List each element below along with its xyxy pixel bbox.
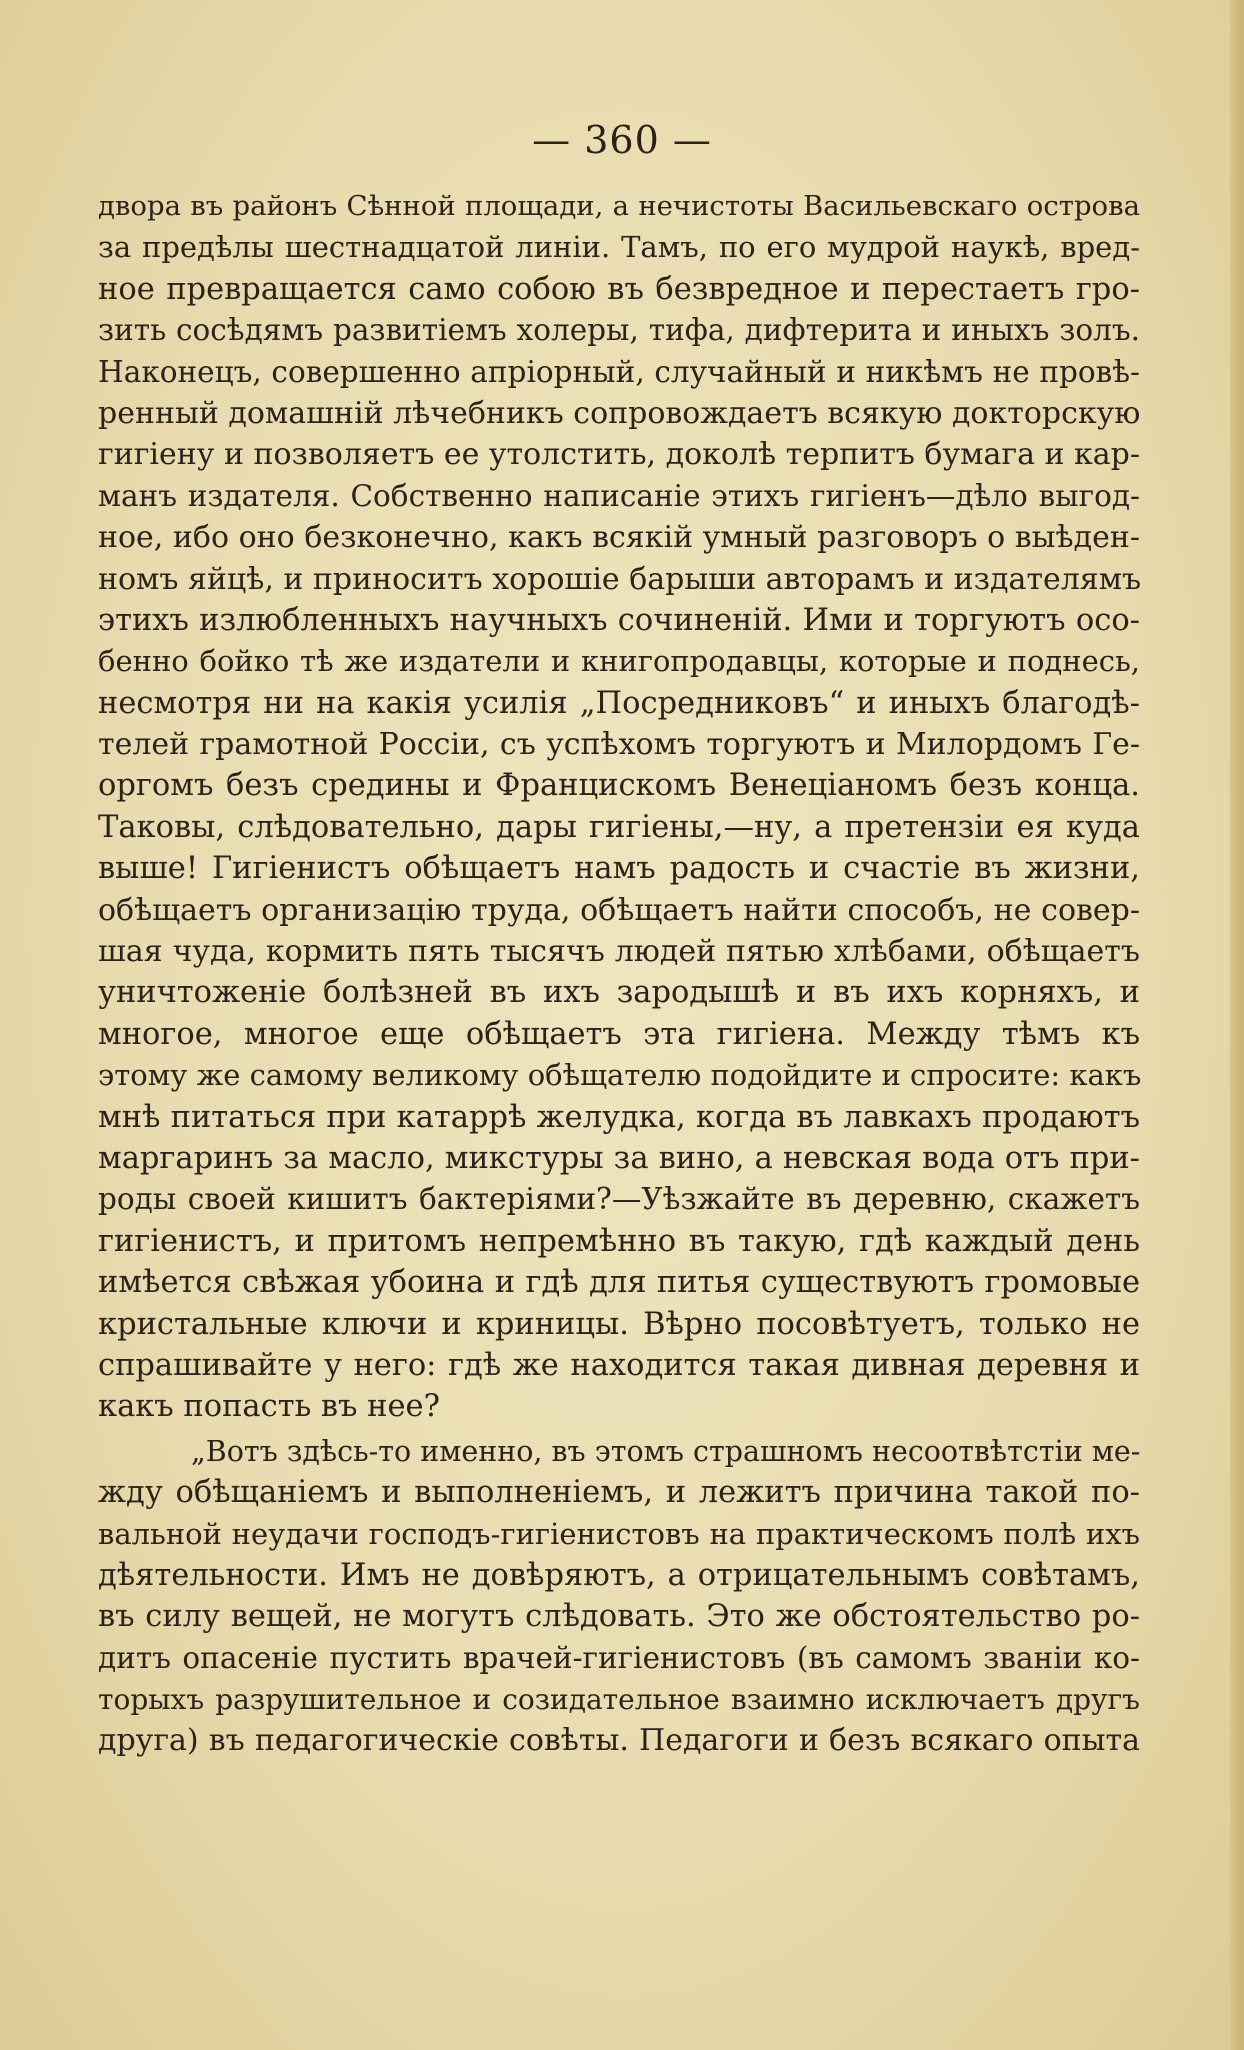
text-line: многое, многое еще обѣщаетъ эта гигіена. Между тѣмъ къ xyxy=(98,1016,1140,1052)
text-line: телей грамотной Россіи, съ успѣхомъ торгуютъ и Милордомъ Ге- xyxy=(98,727,1140,763)
text-line: друга) въ педагогическіе совѣты. Педагоги и безъ всякаго опыта xyxy=(98,1723,1140,1759)
text-line: „Вотъ здѣсь-то именно, въ этомъ страшномъ несоотвѣтстіи ме- xyxy=(191,1434,1141,1468)
text-line: вальной неудачи господъ-гигіенистовъ на практическомъ полѣ ихъ xyxy=(98,1516,1140,1551)
text-line: бенно бойко тѣ же издатели и книгопродавцы, которые и поднесь, xyxy=(98,644,1140,679)
text-line: спрашивайте у него: гдѣ же находится такая дивная деревня и xyxy=(98,1347,1140,1383)
text-line: Таковы, слѣдовательно, дары гигіены,—ну, а претензіи ея куда xyxy=(98,809,1140,845)
text-line: этихъ излюбленныхъ научныхъ сочиненій. Ими и торгуютъ осо- xyxy=(98,602,1140,638)
text-line: въ силу вещей, не могутъ слѣдовать. Это же обстоятельство ро- xyxy=(98,1599,1140,1635)
page-number: — 360 — xyxy=(532,118,712,162)
text-line: обѣщаетъ организацію труда, обѣщаетъ найти способъ, не совер- xyxy=(98,892,1140,928)
text-line: роды своей кишитъ бактеріями?—Уѣзжайте въ деревню, скажетъ xyxy=(98,1182,1140,1217)
text-line: мнѣ питаться при катаррѣ желудка, когда въ лавкахъ продаютъ xyxy=(98,1099,1140,1135)
text-line: уничтоженіе болѣзней въ ихъ зародышѣ и въ ихъ корняхъ, и xyxy=(98,975,1140,1011)
text-line: какъ попасть въ нее? xyxy=(98,1389,440,1425)
text-line: дитъ опасеніе пустить врачей-гигіенистовъ (въ самомъ званіи ко- xyxy=(98,1640,1140,1675)
text-line: дѣятельности. Имъ не довѣряютъ, а отрицательнымъ совѣтамъ, xyxy=(98,1557,1140,1593)
text-line: ное, ибо оно безконечно, какъ всякій умный разговоръ о выѣден- xyxy=(98,520,1140,556)
text-line: ное превращается само собою въ безвредное и перестаетъ гро- xyxy=(98,271,1140,307)
text-line: шая чуда, кормить пять тысячъ людей пятью хлѣбами, обѣщаетъ xyxy=(98,934,1140,970)
text-line: выше! Гигіенистъ обѣщаетъ намъ радость и счастіе въ жизни, xyxy=(98,851,1140,887)
text-line: ренный домашній лѣчебникъ сопровождаетъ всякую докторскую xyxy=(98,395,1141,431)
text-line: манъ издателя. Собственно написаніе этихъ гигіенъ—дѣло выгод- xyxy=(98,478,1140,513)
body-text xyxy=(98,186,1140,1762)
text-line: гигіену и позволяетъ ее утолстить, доколѣ терпитъ бумага и кар- xyxy=(98,437,1141,473)
text-line: Наконецъ, совершенно апріорный, случайный и никѣмъ не провѣ- xyxy=(98,354,1140,389)
text-line: оргомъ безъ средины и Францискомъ Венеціаномъ безъ конца. xyxy=(98,768,1140,804)
text-line: несмотря ни на какія усилія „Посредниковъ“ и иныхъ благодѣ- xyxy=(98,685,1140,721)
text-line: торыхъ разрушительное и созидательное взаимно исключаетъ другъ xyxy=(98,1683,1140,1717)
text-line: двора въ районъ Сѣнной площади, а нечистоты Васильевскаго острова xyxy=(98,190,1140,222)
text-line: номъ яйцѣ, и приноситъ хорошіе барыши авторамъ и издателямъ xyxy=(98,561,1142,597)
text-line: имѣется свѣжая убоина и гдѣ для питья существуютъ громовые xyxy=(98,1265,1140,1301)
page-edge xyxy=(1230,0,1244,2050)
text-line: кристальные ключи и криницы. Вѣрно посовѣтуетъ, только не xyxy=(98,1306,1140,1342)
text-line: жду обѣщаніемъ и выполненіемъ, и лежитъ причина такой по- xyxy=(98,1475,1140,1511)
text-line: за предѣлы шестнадцатой линіи. Тамъ, по его мудрой наукѣ, вред- xyxy=(98,230,1140,265)
text-line: маргаринъ за масло, микстуры за вино, а невская вода отъ при- xyxy=(98,1140,1140,1176)
text-line: зить сосѣдямъ развитіемъ холеры, тифа, дифтерита и иныхъ золъ. xyxy=(98,313,1140,348)
text-line: этому же самому великому обѣщателю подойдите и спросите: какъ xyxy=(98,1058,1142,1093)
text-line: гигіенистъ, и притомъ непремѣнно въ такую, гдѣ каждый день xyxy=(98,1223,1140,1259)
